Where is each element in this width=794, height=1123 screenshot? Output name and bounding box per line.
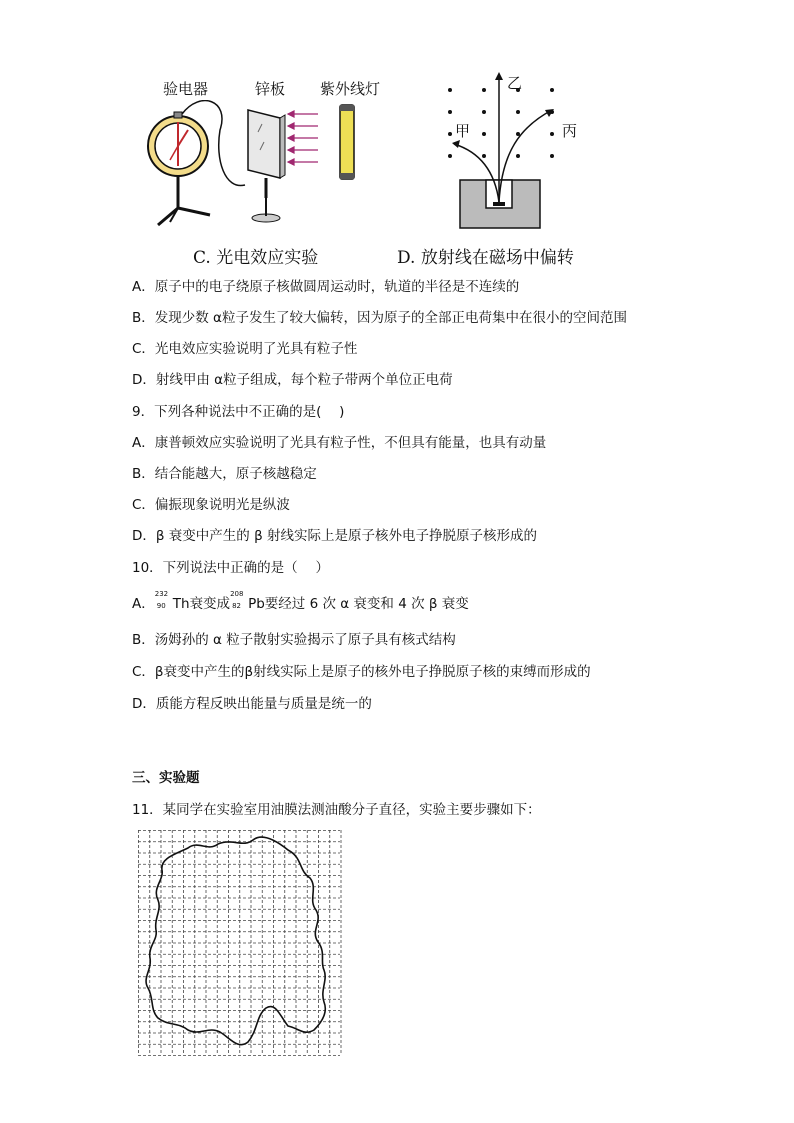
label-zinc-plate: 锌板 <box>255 80 286 98</box>
uv-rays-icon <box>288 111 318 165</box>
oil-film-outline <box>146 837 325 1045</box>
magnetic-field-deflection-figure <box>440 72 560 232</box>
q10-option-b: B．汤姆孙的 α 粒子散射实验揭示了原子具有核式结构 <box>132 632 456 648</box>
label-bing: 丙 <box>562 122 578 140</box>
uv-lamp-icon <box>340 105 354 179</box>
q8-option-b: B．发现少数 α粒子发生了较大偏转，因为原子的全部正电荷集中在很小的空间范围 <box>132 310 627 326</box>
photoelectric-apparatus-figure <box>140 100 400 235</box>
zinc-plate-icon <box>248 110 285 222</box>
oil-film-grid-figure <box>138 830 348 1056</box>
q10-stem: 10．下列说法中正确的是（ ） <box>132 560 329 576</box>
q11-stem: 11．某同学在实验室用油膜法测油酸分子直径，实验主要步骤如下： <box>132 802 541 818</box>
caption-figure-d: D. 放射线在磁场中偏转 <box>397 248 574 268</box>
label-uv-lamp: 紫外线灯 <box>320 80 381 98</box>
q10-option-c: C．β衰变中产生的β射线实际上是原子的核外电子挣脱原子核的束缚而形成的 <box>132 664 591 680</box>
q10-option-d: D．质能方程反映出能量与质量是统一的 <box>132 696 372 712</box>
q8-option-a: A．原子中的电子绕原子核做圆周运动时，轨道的半径是不连续的 <box>132 279 520 295</box>
caption-figure-c: C. 光电效应实验 <box>193 248 319 268</box>
section-title: 三、实验题 <box>132 770 200 786</box>
label-electroscope: 验电器 <box>163 80 209 98</box>
q9-option-c: C．偏振现象说明光是纵波 <box>132 497 290 513</box>
q9-option-d: D．β 衰变中产生的 β 射线实际上是原子核外电子挣脱原子核形成的 <box>132 528 537 544</box>
electroscope-icon <box>148 101 245 225</box>
q9-stem: 9．下列各种说法中不正确的是( ) <box>132 404 345 420</box>
label-jia: 甲 <box>455 122 471 140</box>
q8-option-d: D．射线甲由 α粒子组成，每个粒子带两个单位正电荷 <box>132 372 453 388</box>
q10-option-a: A． 232 90 Th衰变成 208 82 Pb要经过 6 次 α 衰变和 4 次 β 衰变 <box>132 590 469 612</box>
q9-option-a: A．康普顿效应实验说明了光具有粒子性，不但具有能量，也具有动量 <box>132 435 547 451</box>
q9-option-b: B．结合能越大，原子核越稳定 <box>132 466 317 482</box>
grid-lines <box>138 830 341 1056</box>
q8-option-c: C．光电效应实验说明了光具有粒子性 <box>132 341 358 357</box>
label-yi: 乙 <box>507 74 523 92</box>
